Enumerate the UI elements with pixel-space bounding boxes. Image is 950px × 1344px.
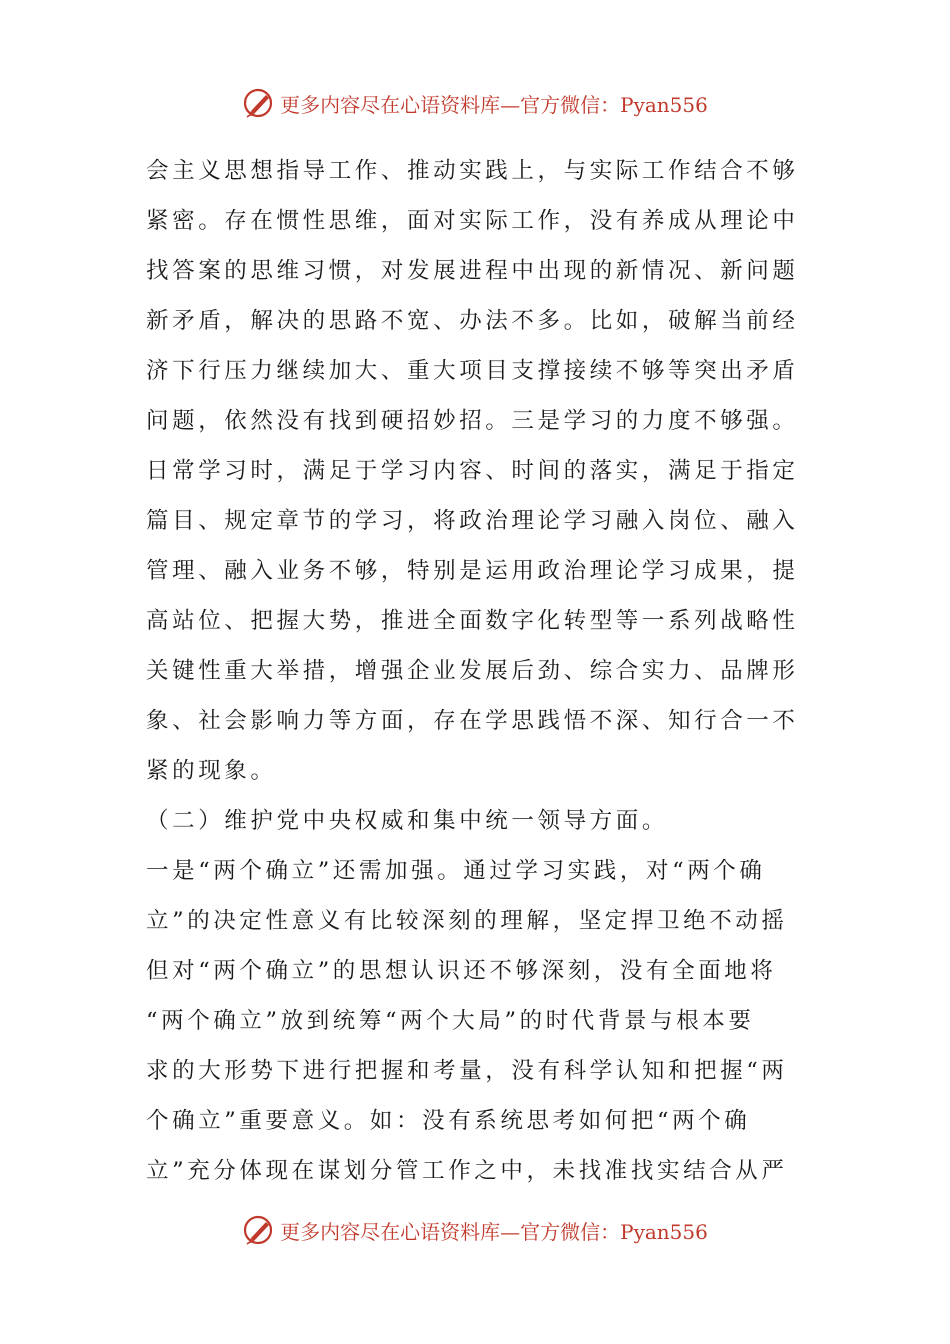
body-text-line: 紧的现象。 [146,758,277,784]
body-text-line: （二）维护党中央权威和集中统一领导方面。 [146,808,669,834]
banner-text: 更多内容尽在心语资料库—官方微信：Pyan556 [280,1219,708,1244]
footer-banner [0,1210,950,1250]
body-text-line: 管理、融入业务不够，特别是运用政治理论学习成果，提 [146,558,799,584]
body-text-line: 新矛盾，解决的思路不宽、办法不多。比如，破解当前经 [146,308,799,334]
body-text-line: 日常学习时，满足于学习内容、时间的落实，满足于指定 [146,458,799,484]
document-body [146,146,814,1196]
body-text-line: 紧密。存在惯性思维，面对实际工作，没有养成从理论中 [146,208,799,234]
body-text-line: “两个确立”放到统筹“两个大局”的时代背景与根本要 [146,1008,755,1034]
header-banner [0,83,950,123]
body-text-line: 篇目、规定章节的学习，将政治理论学习融入岗位、融入 [146,508,799,534]
banner-text: 更多内容尽在心语资料库—官方微信：Pyan556 [280,92,708,117]
body-text-line: 找答案的思维习惯，对发展进程中出现的新情况、新问题 [146,258,799,284]
body-text-line: 求的大形势下进行把握和考量，没有科学认知和把握“两 [146,1058,788,1084]
body-text-line: 关键性重大举措，增强企业发展后劲、综合实力、品牌形 [146,658,799,684]
body-text-line: 高站位、把握大势，推进全面数字化转型等一系列战略性 [146,608,799,634]
body-text-line: 但对“两个确立”的思想认识还不够深刻，没有全面地将 [146,958,777,984]
body-text-line: 象、社会影响力等方面，存在学思践悟不深、知行合一不 [146,708,799,734]
pen-logo-icon [242,1213,276,1247]
body-text-line: 个确立”重要意义。如：没有系统思考如何把“两个确 [146,1108,751,1134]
body-text-line: 立”充分体现在谋划分管工作之中，未找准找实结合从严 [146,1158,788,1184]
body-text-line: 会主义思想指导工作、推动实践上，与实际工作结合不够 [146,158,799,184]
body-text-line: 一是“两个确立”还需加强。通过学习实践，对“两个确 [146,858,766,884]
pen-logo-icon [242,86,276,120]
body-text-line: 立”的决定性意义有比较深刻的理解，坚定捍卫绝不动摇 [146,908,788,934]
body-text-line: 问题，依然没有找到硬招妙招。三是学习的力度不够强。 [146,408,799,434]
body-text-line: 济下行压力继续加大、重大项目支撑接续不够等突出矛盾 [146,358,799,384]
